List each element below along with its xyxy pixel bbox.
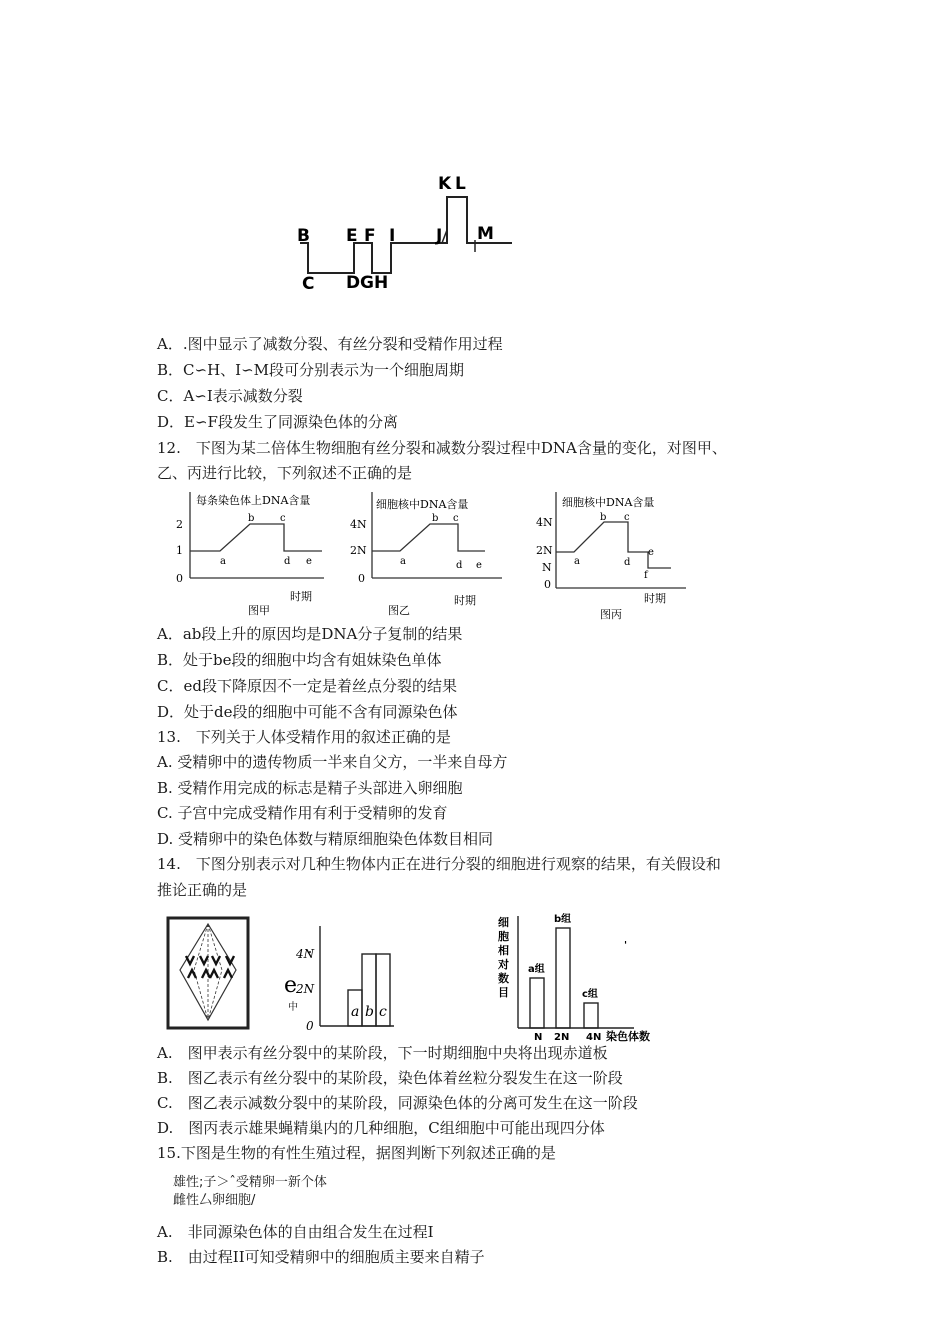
q14-option-b: B. 图乙表示有丝分裂中的某阶段，染色体着丝粒分裂发生在这一阶段 <box>157 1069 623 1087</box>
bing-ylabel-4: 对 <box>498 958 509 971</box>
graph-jia-point-e: e <box>306 556 312 567</box>
graph-yi-point-b: b <box>432 513 439 524</box>
yi-side-e: e <box>284 973 298 998</box>
q14-figure-bing <box>494 912 664 1044</box>
graph-yi-caption: 图乙 <box>388 604 410 617</box>
label-M: M <box>477 224 494 244</box>
graph-yi-xlabel: 时期 <box>454 594 476 607</box>
bing-bar-label-0: a组 <box>528 964 545 975</box>
q15-option-b: B. 由过程II可知受精卵中的细胞质主要来自精子 <box>157 1248 485 1266</box>
figure-11-dna-graph <box>290 170 520 295</box>
q13-option-c: C. 子宫中完成受精作用有利于受精卵的发育 <box>157 804 448 822</box>
graph-bing-point-c: c <box>624 512 630 523</box>
svg-text:': ' <box>624 940 628 951</box>
bing-xtick-2n: 2N <box>554 1032 570 1043</box>
bing-bar-label-2: c组 <box>582 989 598 1000</box>
graph-jia-title: 每条染色体上DNA含量 <box>196 494 311 507</box>
q13-option-a: A. 受精卵中的遗传物质一半来自父方，一半来自母方 <box>157 753 508 771</box>
bing-xtick-n: N <box>534 1032 543 1043</box>
q15-diagram-line2: 雌性厶卵细胞/ <box>173 1193 256 1208</box>
graph-jia-ytick-2: 2 <box>176 518 183 531</box>
q12-graph-bing <box>536 488 696 620</box>
q12-graph-yi <box>350 488 510 620</box>
bing-bar-label-1: b组 <box>554 914 572 925</box>
graph-jia-ytick-0: 0 <box>176 572 183 585</box>
graph-yi-point-a: a <box>400 556 406 567</box>
q14-option-c: C. 图乙表示减数分裂中的某阶段，同源染色体的分离可发生在这一阶段 <box>157 1094 638 1112</box>
label-G: G <box>360 273 374 293</box>
bing-bar-1 <box>556 928 570 1028</box>
q15-option-a: A. 非同源染色体的自由组合发生在过程I <box>157 1223 434 1241</box>
q11-option-b: B．C∽H、I∽M段可分别表示为一个细胞周期 <box>157 361 465 379</box>
graph-yi-ytick-2n: 2N <box>350 544 367 557</box>
label-D: D <box>346 273 361 293</box>
graph-bing-title: 细胞核中DNA含量 <box>562 496 655 509</box>
q13-option-b: B. 受精作用完成的标志是精子头部进入卵细胞 <box>157 779 463 797</box>
label-E: E <box>346 226 358 246</box>
yi-side-zhong: 中 <box>288 1002 298 1013</box>
label-I: I <box>389 226 396 246</box>
label-C: C <box>302 274 315 294</box>
graph-jia-point-c: c <box>280 513 286 524</box>
bing-xtick-4n: 4N <box>586 1032 602 1043</box>
graph-yi-ytick-0: 0 <box>358 572 365 585</box>
graph-bing-ytick-2n: 2N <box>536 544 553 557</box>
q12-option-c: C．ed段下降原因不一定是着丝点分裂的结果 <box>157 677 457 695</box>
graph-yi-point-d: d <box>456 560 463 571</box>
graph-yi-point-c: c <box>453 513 459 524</box>
graph-yi-title: 细胞核中DNA含量 <box>376 498 469 511</box>
graph-jia-xlabel: 时期 <box>290 590 312 603</box>
q12-option-d: D．处于de段的细胞中可能不含有同源染色体 <box>157 703 458 721</box>
graph-bing-point-b: b <box>600 512 607 523</box>
graph-bing-caption: 图丙 <box>600 608 622 620</box>
q15-diagram-line1: 雄性;子＞ˆ受精卵一新个体 <box>173 1175 327 1190</box>
graph-bing-point-a: a <box>574 556 580 567</box>
q11-option-d: D．E∽F段发生了同源染色体的分离 <box>157 413 398 431</box>
label-L: L <box>455 174 466 194</box>
q11-option-c: C．A∽I表示减数分裂 <box>157 387 303 405</box>
graph-jia-caption: 图甲 <box>248 604 270 617</box>
q12-graph-jia <box>172 488 332 620</box>
q11-option-a: A．.图中显示了减数分裂、有丝分裂和受精作用过程 <box>157 335 503 353</box>
yi-bar-label-c: c <box>379 1004 387 1020</box>
graph-bing-point-f: f <box>644 570 648 581</box>
bing-ylabel-5: 数 <box>498 972 509 985</box>
graph-bing-xlabel: 时期 <box>644 592 666 605</box>
q14-stem-line2: 推论正确的是 <box>157 881 248 899</box>
q12-stem-line1: 12. 下图为某二倍体生物细胞有丝分裂和减数分裂过程中DNA含量的变化，对图甲、 <box>157 439 727 457</box>
q14-figure-yi <box>282 920 412 1032</box>
graph-bing-ytick-0: 0 <box>544 578 551 591</box>
yi-ytick-4n: 4N <box>296 947 315 961</box>
graph-bing-point-e: e <box>648 547 654 558</box>
bing-xlabel: 染色体数 <box>606 1030 650 1043</box>
q15-stem: 15.下图是生物的有性生殖过程，据图判断下列叙述正确的是 <box>157 1144 556 1162</box>
q14-stem-line1: 14. 下图分别表示对几种生物体内正在进行分裂的细胞进行观察的结果，有关假设和 <box>157 855 721 873</box>
q12-option-b: B．处于be段的细胞中均含有姐妹染色单体 <box>157 651 442 669</box>
q14-option-d: D. 图丙表示雄果蝇精巢内的几种细胞，C组细胞中可能出现四分体 <box>157 1119 605 1137</box>
graph-bing-ytick-n: N <box>542 561 552 574</box>
bing-ylabel-6: 目 <box>498 986 509 999</box>
q12-option-a: A．ab段上升的原因均是DNA分子复制的结果 <box>157 625 463 643</box>
graph-bing-ytick-4n: 4N <box>536 516 553 529</box>
graph-yi-ytick-4n: 4N <box>350 518 367 531</box>
graph-jia-point-a: a <box>220 556 226 567</box>
q13-stem: 13. 下列关于人体受精作用的叙述正确的是 <box>157 728 451 746</box>
label-H: H <box>374 273 389 293</box>
label-J: J <box>436 226 443 246</box>
q13-option-d: D. 受精卵中的染色体数与精原细胞染色体数目相同 <box>157 830 494 848</box>
q14-figure-jia-cell <box>166 916 250 1030</box>
label-K: K <box>438 174 452 194</box>
yi-bar-label-a: a <box>351 1004 360 1020</box>
yi-ytick-0: 0 <box>306 1019 314 1032</box>
label-B: B <box>297 226 310 246</box>
bing-ylabel-3: 相 <box>498 944 509 957</box>
graph-jia-ytick-1: 1 <box>176 544 183 557</box>
graph-jia-point-b: b <box>248 513 255 524</box>
label-F: F <box>364 226 376 246</box>
bing-bar-0 <box>530 978 544 1028</box>
q12-stem-line2: 乙、丙进行比较，下列叙述不正确的是 <box>157 464 413 482</box>
yi-bar-label-b: b <box>365 1004 374 1020</box>
q14-option-a: A. 图甲表示有丝分裂中的某阶段，下一时期细胞中央将出现赤道板 <box>157 1044 608 1062</box>
graph-yi-point-e: e <box>476 560 482 571</box>
yi-ytick-2n: 2N <box>296 982 315 996</box>
bing-bar-2 <box>584 1003 598 1028</box>
bing-ylabel-2: 胞 <box>498 930 509 943</box>
graph-bing-point-d: d <box>624 557 631 568</box>
graph-jia-point-d: d <box>284 556 291 567</box>
bing-ylabel-1: 细 <box>498 916 509 929</box>
